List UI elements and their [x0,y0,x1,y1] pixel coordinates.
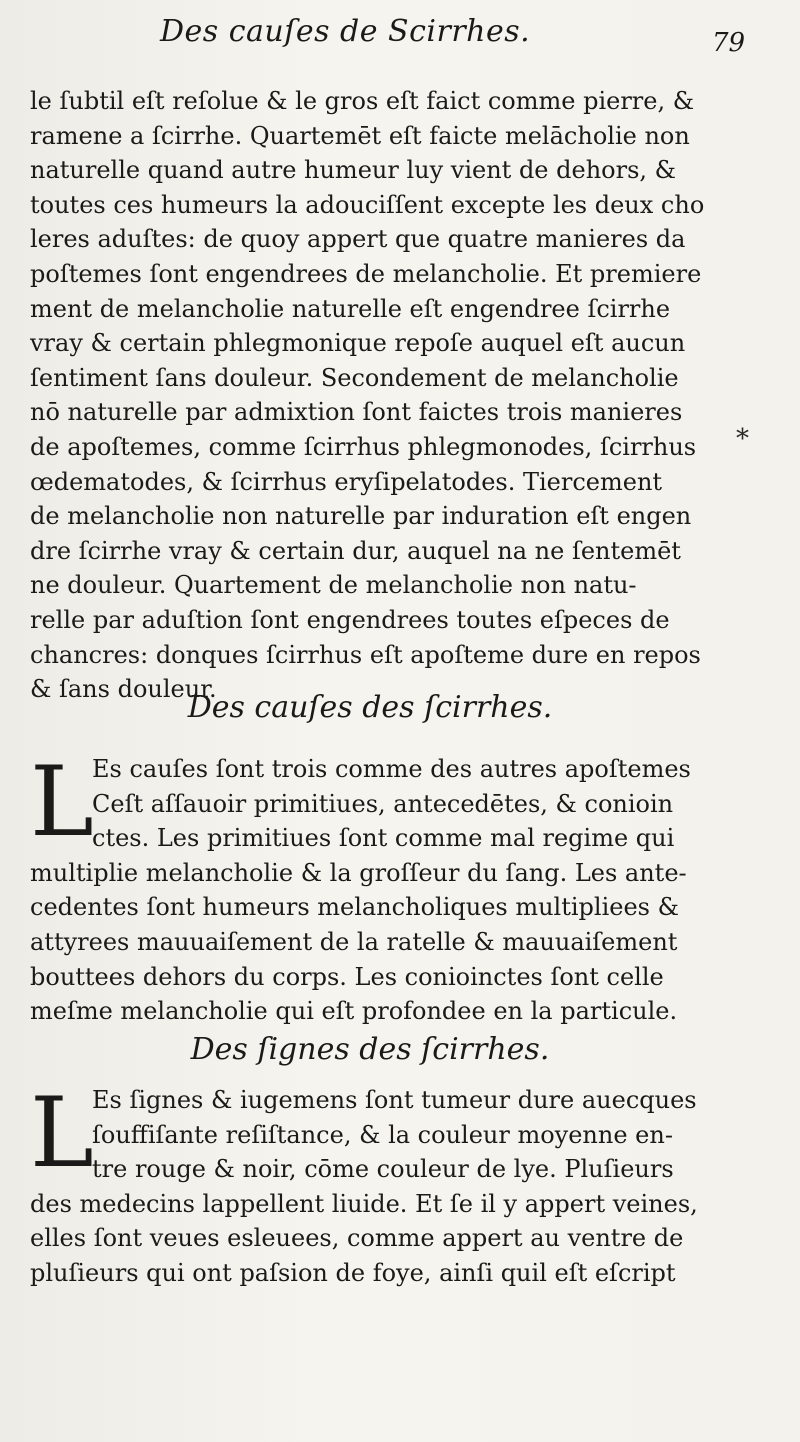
text-line: elles ſont veues esleuees, comme appert au ventre de [30,1224,684,1253]
text-line: ne douleur. Quartement de melancholie non natu- [30,571,637,600]
paragraph-signs [30,1077,730,1291]
running-head: Des cauſes de Scirrhes. [160,14,531,49]
text-line: poſtemes ſont engendrees de melancholie. Et premiere [30,259,702,288]
text-line: de melancholie non naturelle par induration eſt engen [30,502,692,531]
text-line: ctes. Les primitiues ſont comme mal regime qui [92,824,675,853]
text-line: tre rouge & noir, cōme couleur de lye. Pluſieurs [92,1155,674,1184]
text-line: œdematodes, & ſcirrhus eryſipelatodes. Tiercement [30,467,663,496]
text-line: meſme melancholie qui eſt profondee en la particule. [30,997,678,1026]
text-line: cedentes ſont humeurs melancholiques multipliees & [30,893,679,922]
text-line: leres aduſtes: de quoy appert que quatre manieres da [30,225,686,254]
drop-capital: L [30,1077,94,1189]
text-line: attyrees mauuaiſement de la ratelle & mauuaiſement [30,927,678,956]
paragraph-causes [30,746,730,1029]
text-line: Ceſt aſſauoir primitiues, antecedētes, & conioin [92,789,674,818]
text-line: bouttees dehors du corps. Les conioinctes ſont celle [30,962,664,991]
text-line: de apoſtemes, comme ſcirrhus phlegmonodes, ſcirrhus [30,432,697,461]
text-line: dre ſcirrhe vray & certain dur, auquel na ne ſentemēt [30,536,681,565]
page-number: 79 [712,28,746,58]
paragraph-continuation [30,84,730,707]
section-heading-signs: Des ſignes des ſcirrhes. [190,1032,550,1067]
text-line: Es cauſes ſont trois comme des autres apoſtemes [92,755,691,783]
text-line: ſouffiſante reſiſtance, & la couleur moyenne en- [92,1120,673,1149]
text-line: & ſans douleur. [30,675,217,704]
margin-asterisk: * [736,424,749,454]
text-line: ramene a ſcirrhe. Quartemēt eſt faicte melācholie non [30,121,690,150]
text-line: toutes ces humeurs la adouciſſent excepte les deux cho [30,190,705,219]
text-line: le ſubtil eſt reſolue & le gros eſt faict comme pierre, & [30,87,695,115]
text-line: Es ſignes & iugemens ſont tumeur dure auecques [92,1086,697,1114]
text-line: multiplie melancholie & la groſſeur du ſang. Les ante- [30,858,687,887]
drop-capital: L [30,746,94,858]
text-line: chancres: donques ſcirrhus eſt apoſteme dure en repos [30,640,701,669]
text-line: nō naturelle par admixtion ſont faictes trois manieres [30,398,683,427]
text-line: vray & certain phlegmonique repoſe auquel eſt aucun [30,329,686,358]
text-line: des medecins lappellent liuide. Et ſe il y appert veines, [30,1189,698,1218]
text-line: pluſieurs qui ont paſsion de foye, ainſi quil eſt eſcript [30,1258,676,1287]
text-line: naturelle quand autre humeur luy vient de dehors, & [30,156,677,185]
text-line: relle par aduſtion ſont engendrees toutes eſpeces de [30,605,670,634]
text-line: ſentiment ſans douleur. Secondement de melancholie [30,363,679,392]
text-line: ment de melancholie naturelle eſt engendree ſcirrhe [30,294,671,323]
section-heading-causes: Des cauſes des ſcirrhes. [187,690,553,725]
